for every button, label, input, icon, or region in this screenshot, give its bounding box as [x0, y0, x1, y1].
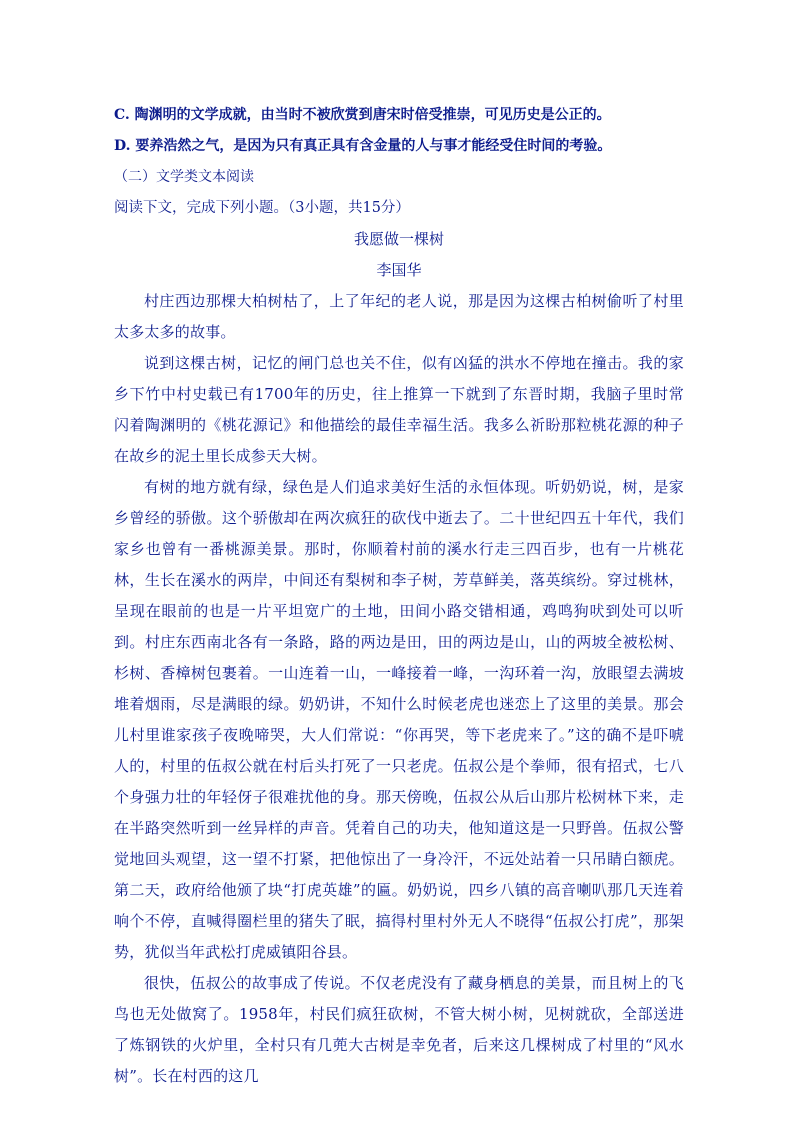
article-paragraph-2: 说到这棵古树，记忆的闸门总也关不住，似有凶猛的洪水不停地在撞击。我的家乡下竹中村史载已有1700年的历史，往上推算一下就到了东晋时期，我脑子里时常闪着陶渊明的《桃花源记》和他描绘的最佳幸福生活。我多么祈盼那粒桃花源的种子在故乡的泥土里长成参天大树。 — [114, 354, 684, 465]
article-title: 我愿做一棵树 — [353, 230, 444, 248]
article-paragraph-3: 有树的地方就有绿，绿色是人们追求美好生活的永恒体现。听奶奶说，树，是家乡曾经的骄傲。这个骄傲却在两次疯狂的砍伐中逝去了。二十世纪四五十年代，我们家乡也曾有一番桃源美景。那时，你顺着村前的溪水行走三四百步，也有一片桃花林，生长在溪水的两岸，中间还有梨树和李子树，芳草鲜美，落英缤纷。穿过桃林，呈现在眼前的也是一片平坦宽广的土地，田间小路交错相通，鸡鸣狗吠到处可以听到。村庄东西南北各有一条路，路的两边是田，田的两边是山，山的两坡全被松树、杉树、香樟树包裹着。一山连着一山，一峰接着一峰，一沟环着一沟，放眼望去满坡堆着烟雨，尽是满眼的绿。奶奶讲，不知什么时候老虎也迷恋上了这里的美景。那会儿村里谁家孩子夜晚啼哭，大人们常说：“你再哭，等下老虎来了。”这的确不是吓唬人的，村里的伍叔公就在村后头打死了一只老虎。伍叔公是个拳师，很有招式，七八个身强力壮的年轻伢子很难扰他的身。那天傍晚，伍叔公从后山那片松树林下来，走在半路突然听到一丝异样的声音。凭着自己的功夫，他知道这是一只野兽。伍叔公警觉地回头观望，这一望不打紧，把他惊出了一身冷汗，不远处站着一只吊睛白额虎。第二天，政府给他颁了块“打虎英雄”的匾。奶奶说，四乡八镇的高音喇叭那几天连着响个不停，直喊得圈栏里的猪失了眠，搞得村里村外无人不晓得“伍叔公打虎”，那架势，犹似当年武松打虎威镇阳谷县。 — [114, 478, 684, 961]
option-d: D. 要养浩然之气，是因为只有真正具有含金量的人与事才能经受住时间的考验。 — [114, 138, 612, 154]
document-page — [114, 100, 684, 1092]
section-instruction: 阅读下文，完成下列小题。（3小题，共15分） — [114, 200, 410, 216]
article-author: 李国华 — [376, 261, 422, 279]
article-paragraph-1: 村庄西边那棵大柏树枯了，上了年纪的老人说，那是因为这棵古柏树偷听了村里太多太多的故事。 — [114, 292, 684, 341]
option-c: C. 陶渊明的文学成就，由当时不被欣赏到唐宋时倍受推崇，可见历史是公正的。 — [114, 107, 611, 123]
article-paragraph-4: 很快，伍叔公的故事成了传说。不仅老虎没有了藏身栖息的美景，而且树上的飞鸟也无处做窝了。1958年，村民们疯狂砍树，不管大树小树，见树就砍，全部送进了炼钢铁的火炉里，全村只有几蔸大古树是幸免者，后来这几棵树成了村里的“风水树”。长在村西的这几 — [114, 974, 684, 1085]
section-heading: （二）文学类文本阅读 — [114, 169, 254, 185]
